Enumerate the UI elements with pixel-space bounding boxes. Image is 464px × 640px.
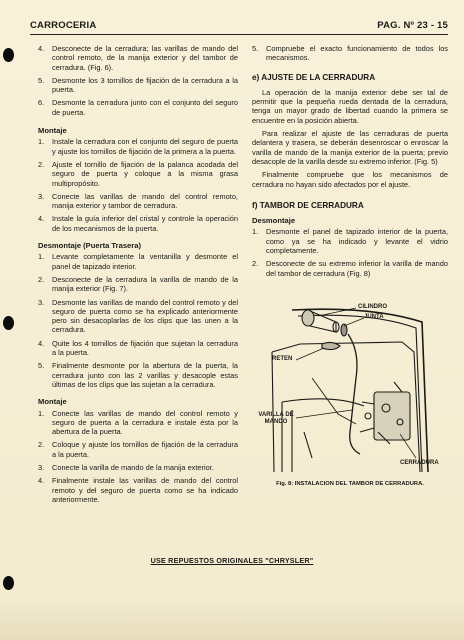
- label-junta: JUNTA: [364, 313, 384, 320]
- paragraph: La operación de la manija exterior debe ser tal de permitir que la pequeña rueda dentada de la cerradura, tenga un mayor grado de libertad cuando la primera se encuentre en la posición abierta.: [252, 87, 448, 125]
- subheading-montaje: Montaje: [38, 126, 67, 136]
- list-item: 6. Desmonte la cerradura junto con el conjunto del seguro de puerta.: [38, 98, 238, 117]
- binder-hole: [3, 576, 14, 590]
- label-reten: RETEN: [272, 355, 293, 362]
- label-cilindro: CILINDRO: [358, 303, 387, 310]
- subheading-desmontaje-f: Desmontaje: [252, 216, 296, 226]
- binder-hole: [3, 48, 14, 62]
- figure-caption: Fig. 8: INSTALACION DEL TAMBOR DE CERRADURA.: [276, 480, 424, 487]
- left-column: [38, 44, 238, 508]
- binder-hole: [3, 316, 14, 330]
- paragraph: Para realizar el ajuste de las cerraduras de puerta delantera y trasera, se deberán desenroscar o enroscar la varilla de mando de la manija exterior de la puerta; previo desacople de la varilla desde su extremo inferior. (Fig. 5): [252, 129, 448, 166]
- right-column: [252, 44, 448, 492]
- label-cerradura: CERRADURA: [400, 459, 439, 466]
- figure-8: [252, 282, 448, 492]
- list-item: 2. Desconecte de la cerradura la varilla de mando de la manija exterior (Fig. 7).: [38, 274, 238, 294]
- list-item: 4. Instale la guía inferior del cristal y controle la operación de los mecanismos de la puerta.: [38, 214, 238, 233]
- list-item: 4. Finalmente instale las varillas de mando del control remoto y del seguro de puerta como se ha indicado anteriormente.: [38, 476, 238, 504]
- montaje-list: [38, 137, 238, 233]
- list-item: 3. Desmonte las varillas de mando del control remoto y del seguro de puerta como se ha explicado anteriormente pero sin desacoplarlas de los clips que las unen a la cerradura.: [38, 297, 238, 335]
- intro-list: [38, 44, 238, 117]
- subheading-montaje-2: Montaje: [38, 397, 67, 407]
- paper-stain: [0, 600, 464, 640]
- list-item: 4. Quite los 4 tornillos de fijación que sujetan la cerradura a la puerta.: [38, 338, 238, 358]
- desmontaje-list: [38, 252, 238, 389]
- subheading-desmontaje: Desmontaje (Puerta Trasera): [38, 241, 141, 251]
- desmontaje-f-list: [252, 227, 448, 277]
- list-item: 2. Ajuste el tornillo de fijación de la palanca acodada del seguro de puerta y coloque a la misma grasa multipropósito.: [38, 159, 238, 188]
- footer-text: USE REPUESTOS ORIGINALES "CHRYSLER": [150, 556, 314, 565]
- list-item: 5. Compruebe el exacto funcionamiento de todos los mecanismos.: [252, 44, 448, 63]
- list-item: 4. Desconecte de la cerradura; las varillas de mando del control remoto, de la manija exterior y del tambor de cerradura. (Fig. 6).: [38, 44, 238, 72]
- section-heading-f: f) TAMBOR DE CERRADURA: [252, 200, 364, 210]
- section-heading-e: e) AJUSTE DE LA CERRADURA: [252, 72, 376, 82]
- section-title: CARROCERIA: [30, 20, 97, 31]
- label-varilla-de-mando: VARILLA DE MANDO: [258, 411, 294, 425]
- page-footer: [0, 556, 464, 565]
- montaje-2-list: [38, 409, 238, 505]
- page-number: PAG. Nº 23 - 15: [377, 20, 448, 31]
- list-item: 1. Levante completamente la ventanilla y desmonte el panel de tapizado interior.: [38, 252, 238, 271]
- list-item: 3. Conecte las varillas de mando del control remoto, manija exterior y tambor de cerradura.: [38, 191, 238, 211]
- paragraph: Finalmente compruebe que los mecanismos de cerradura no hayan sido afectados por el ajuste.: [252, 170, 448, 189]
- list-item: 1. Conecte las varillas de mando del control remoto y seguro de puerta a la cerradura e instale ésta por la abertura de la puerta.: [38, 408, 238, 437]
- list-item: 1. Instale la cerradura con el conjunto del seguro de puerta y ajuste los tornillos de fijación de la primera a la puerta.: [38, 137, 238, 156]
- list-item: 5. Desmonte los 3 tornillos de fijación de la cerradura a la puerta.: [38, 75, 238, 95]
- list-item: 5. Finalmente desmonte por la abertura de la puerta, la cerradura junto con las 2 varillas y desacople estas últimas de los clips que las sujetan a la cerradura.: [38, 361, 238, 389]
- list-item: 1. Desmonte el panel de tapizado interior de la puerta, como ya se ha indicado y levante el vidrio completamente.: [252, 227, 448, 256]
- list-item: 3. Conecte la varilla de mando de la manija exterior.: [38, 462, 214, 472]
- list-item: 2. Desconecte de su extremo inferior la varilla de mando del tambor de cerradura (Fig. 8): [252, 259, 448, 278]
- list-item: 2. Coloque y ajuste los tornillos de fijación de la cerradura a la puerta.: [38, 440, 238, 459]
- continued-list: [252, 44, 448, 63]
- lock-cylinder-illustration: [252, 282, 448, 478]
- page-header: [30, 20, 448, 35]
